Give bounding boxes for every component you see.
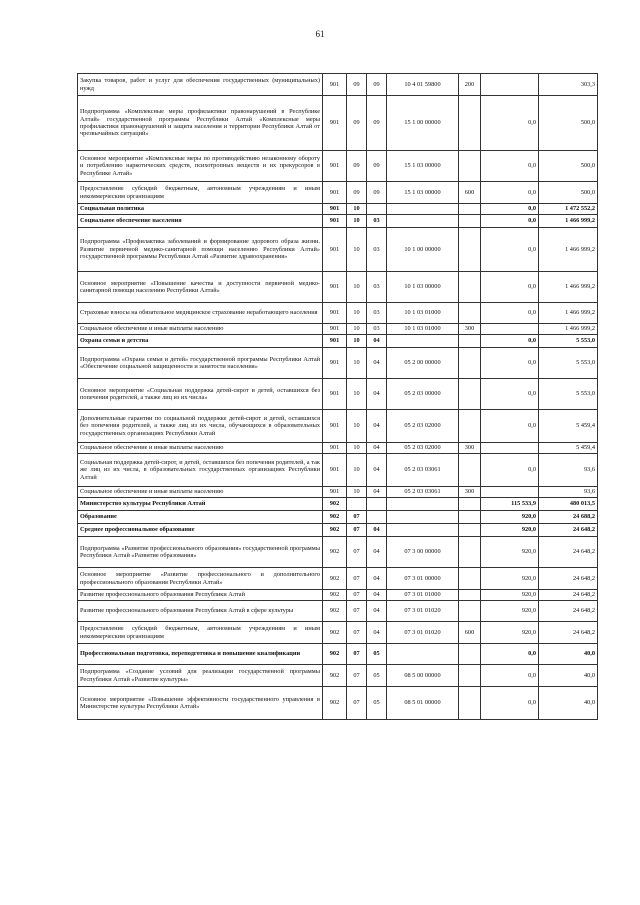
row-target-article-cell	[387, 215, 459, 228]
table-row	[78, 303, 598, 324]
row-amount1-cell: 0,0	[481, 215, 539, 228]
row-ved-cell: 902	[323, 601, 347, 622]
row-section-cell: 10	[347, 215, 367, 228]
row-amount2-cell: 1 466 999,2	[539, 303, 598, 324]
row-target-article-cell	[387, 204, 459, 215]
row-target-article-cell	[387, 498, 459, 511]
row-target-article-cell: 10 1 03 01000	[387, 324, 459, 335]
row-target-article-cell: 05 2 03 03061	[387, 487, 459, 498]
row-amount2-cell: 40,0	[539, 687, 598, 720]
row-expense-type-cell	[459, 524, 481, 537]
row-name-cell: Подпрограмма «Охрана семьи и детей» государственной программы Республики Алтай «Обеспечение социальной защищенности и занятости населения»	[78, 348, 323, 379]
row-section-cell: 07	[347, 687, 367, 720]
row-subsection-cell: 05	[367, 687, 387, 720]
row-ved-cell: 901	[323, 379, 347, 410]
row-amount1-cell: 0,0	[481, 379, 539, 410]
row-expense-type-cell	[459, 537, 481, 568]
row-name-cell: Социальное обеспечение населения	[78, 215, 323, 228]
row-amount2-cell: 40,0	[539, 665, 598, 687]
table-row	[78, 228, 598, 272]
row-target-article-cell	[387, 335, 459, 348]
row-amount2-cell: 1 466 999,2	[539, 228, 598, 272]
row-amount1-cell: 0,0	[481, 303, 539, 324]
row-target-article-cell: 05 2 03 00000	[387, 379, 459, 410]
row-amount1-cell: 0,0	[481, 335, 539, 348]
row-expense-type-cell	[459, 511, 481, 524]
row-amount1-cell: 115 533,9	[481, 498, 539, 511]
row-name-cell: Подпрограмма «Профилактика заболеваний и формирование здорового образа жизни. Развитие первичной медико-санитарной помощи населению Республики Алтай» государственной программы Республики Алтай «Развитие здравоохранения»	[78, 228, 323, 272]
row-target-article-cell: 10 4 01 59800	[387, 74, 459, 96]
row-expense-type-cell	[459, 379, 481, 410]
row-expense-type-cell	[459, 590, 481, 601]
row-amount2-cell: 1 466 999,2	[539, 324, 598, 335]
row-amount2-cell: 5 553,0	[539, 348, 598, 379]
table-row	[78, 537, 598, 568]
row-expense-type-cell	[459, 215, 481, 228]
row-name-cell: Охрана семьи и детства	[78, 335, 323, 348]
table-row	[78, 687, 598, 720]
row-section-cell: 07	[347, 537, 367, 568]
row-ved-cell: 901	[323, 215, 347, 228]
row-target-article-cell	[387, 644, 459, 665]
table-row	[78, 324, 598, 335]
row-amount1-cell: 920,0	[481, 568, 539, 590]
row-subsection-cell: 04	[367, 601, 387, 622]
row-amount2-cell: 93,6	[539, 487, 598, 498]
row-name-cell: Предоставление субсидий бюджетным, автономным учреждениям и иным некоммерческим организациям	[78, 182, 323, 204]
table-row	[78, 151, 598, 182]
row-expense-type-cell	[459, 410, 481, 443]
row-expense-type-cell	[459, 568, 481, 590]
row-target-article-cell: 15 1 03 00000	[387, 151, 459, 182]
table-row	[78, 511, 598, 524]
row-name-cell: Социальное обеспечение и иные выплаты населению	[78, 443, 323, 454]
row-target-article-cell	[387, 524, 459, 537]
row-subsection-cell: 03	[367, 324, 387, 335]
row-target-article-cell: 10 1 00 00000	[387, 228, 459, 272]
row-target-article-cell: 07 3 01 00000	[387, 568, 459, 590]
row-expense-type-cell	[459, 96, 481, 151]
row-target-article-cell: 15 1 00 00000	[387, 96, 459, 151]
row-name-cell: Основное мероприятие «Повышение эффективности государственного управления в Министерстве культуры Республики Алтай»	[78, 687, 323, 720]
row-amount1-cell: 0,0	[481, 151, 539, 182]
row-subsection-cell: 04	[367, 348, 387, 379]
row-subsection-cell: 03	[367, 272, 387, 303]
row-name-cell: Министерство культуры Республики Алтай	[78, 498, 323, 511]
table-row	[78, 601, 598, 622]
row-ved-cell: 901	[323, 182, 347, 204]
row-amount1-cell: 920,0	[481, 511, 539, 524]
row-section-cell: 07	[347, 590, 367, 601]
row-amount2-cell: 24 648,2	[539, 622, 598, 644]
row-expense-type-cell: 300	[459, 443, 481, 454]
row-amount1-cell: 0,0	[481, 687, 539, 720]
row-ved-cell: 901	[323, 272, 347, 303]
row-section-cell: 07	[347, 622, 367, 644]
row-expense-type-cell	[459, 665, 481, 687]
row-expense-type-cell	[459, 303, 481, 324]
row-ved-cell: 902	[323, 665, 347, 687]
row-ved-cell: 901	[323, 410, 347, 443]
table-row	[78, 204, 598, 215]
row-subsection-cell	[367, 498, 387, 511]
row-subsection-cell: 04	[367, 443, 387, 454]
row-subsection-cell: 03	[367, 228, 387, 272]
row-subsection-cell: 04	[367, 454, 387, 487]
row-amount1-cell: 0,0	[481, 228, 539, 272]
row-ved-cell: 901	[323, 454, 347, 487]
row-name-cell: Среднее профессиональное образование	[78, 524, 323, 537]
row-expense-type-cell: 300	[459, 487, 481, 498]
table-row	[78, 215, 598, 228]
row-amount2-cell: 24 648,2	[539, 590, 598, 601]
row-section-cell: 09	[347, 182, 367, 204]
row-name-cell: Социальное обеспечение и иные выплаты населению	[78, 487, 323, 498]
row-amount1-cell: 0,0	[481, 644, 539, 665]
row-expense-type-cell	[459, 335, 481, 348]
row-section-cell: 10	[347, 454, 367, 487]
row-name-cell: Профессиональная подготовка, переподготовка и повышение квалификации	[78, 644, 323, 665]
row-amount2-cell: 1 466 999,2	[539, 215, 598, 228]
table-row	[78, 454, 598, 487]
row-section-cell: 07	[347, 665, 367, 687]
row-target-article-cell: 05 2 00 00000	[387, 348, 459, 379]
row-amount1-cell	[481, 74, 539, 96]
row-amount2-cell: 500,0	[539, 96, 598, 151]
table-row	[78, 665, 598, 687]
row-amount2-cell: 500,0	[539, 151, 598, 182]
row-name-cell: Страховые взносы на обязательное медицинское страхование неработающего населения	[78, 303, 323, 324]
row-expense-type-cell	[459, 348, 481, 379]
row-target-article-cell: 05 2 03 02000	[387, 410, 459, 443]
row-subsection-cell: 04	[367, 590, 387, 601]
row-amount2-cell: 1 466 999,2	[539, 272, 598, 303]
row-name-cell: Подпрограмма «Комплексные меры профилактики правонарушений в Республике Алтай» государственной программы Республики Алтай «Комплексные меры профилактики правонарушений и защита населения и территории Республики Алтай от чрезвычайных ситуаций»	[78, 96, 323, 151]
row-amount1-cell: 0,0	[481, 410, 539, 443]
table-row	[78, 498, 598, 511]
row-name-cell: Предоставление субсидий бюджетным, автономным учреждениям и иным некоммерческим организациям	[78, 622, 323, 644]
table-row	[78, 74, 598, 96]
row-target-article-cell: 07 3 01 01020	[387, 601, 459, 622]
row-target-article-cell: 10 1 03 01000	[387, 303, 459, 324]
row-name-cell: Социальное обеспечение и иные выплаты населению	[78, 324, 323, 335]
row-expense-type-cell	[459, 498, 481, 511]
row-target-article-cell: 08 5 00 00000	[387, 665, 459, 687]
row-subsection-cell: 04	[367, 537, 387, 568]
row-amount1-cell: 920,0	[481, 590, 539, 601]
row-name-cell: Основное мероприятие «Развитие профессионального и дополнительного профессионального образования Республики Алтай»	[78, 568, 323, 590]
row-name-cell: Основное мероприятие «Социальная поддержка детей-сирот и детей, оставшихся без попечения родителей, а также лиц из их числа»	[78, 379, 323, 410]
row-ved-cell: 901	[323, 443, 347, 454]
row-target-article-cell	[387, 511, 459, 524]
row-amount1-cell: 920,0	[481, 601, 539, 622]
row-expense-type-cell	[459, 644, 481, 665]
table-row	[78, 524, 598, 537]
row-section-cell: 07	[347, 644, 367, 665]
table-row	[78, 644, 598, 665]
row-expense-type-cell: 200	[459, 74, 481, 96]
row-amount2-cell: 5 459,4	[539, 443, 598, 454]
row-expense-type-cell	[459, 272, 481, 303]
row-ved-cell: 902	[323, 590, 347, 601]
table-row	[78, 335, 598, 348]
row-ved-cell: 901	[323, 74, 347, 96]
row-section-cell: 10	[347, 272, 367, 303]
row-amount2-cell: 40,0	[539, 644, 598, 665]
row-name-cell: Закупка товаров, работ и услуг для обеспечения государственных (муниципальных) нужд	[78, 74, 323, 96]
row-target-article-cell: 07 3 01 01000	[387, 590, 459, 601]
row-expense-type-cell: 600	[459, 182, 481, 204]
row-target-article-cell: 05 2 03 03061	[387, 454, 459, 487]
row-ved-cell: 902	[323, 524, 347, 537]
table-row	[78, 348, 598, 379]
row-target-article-cell: 15 1 03 00000	[387, 182, 459, 204]
table-row	[78, 182, 598, 204]
row-amount2-cell: 480 013,5	[539, 498, 598, 511]
row-amount2-cell: 24 688,2	[539, 511, 598, 524]
row-ved-cell: 902	[323, 568, 347, 590]
row-subsection-cell: 04	[367, 524, 387, 537]
budget-table	[77, 73, 598, 720]
row-amount2-cell: 1 472 552,2	[539, 204, 598, 215]
row-amount2-cell: 303,3	[539, 74, 598, 96]
row-subsection-cell: 04	[367, 379, 387, 410]
row-amount1-cell	[481, 324, 539, 335]
page-number: 61	[315, 29, 325, 39]
row-section-cell: 10	[347, 348, 367, 379]
row-target-article-cell: 07 3 00 00000	[387, 537, 459, 568]
row-target-article-cell: 10 1 03 00000	[387, 272, 459, 303]
row-amount1-cell: 0,0	[481, 454, 539, 487]
row-target-article-cell: 08 5 01 00000	[387, 687, 459, 720]
row-subsection-cell: 09	[367, 182, 387, 204]
table-row	[78, 443, 598, 454]
row-ved-cell: 901	[323, 204, 347, 215]
row-ved-cell: 902	[323, 622, 347, 644]
row-subsection-cell: 03	[367, 303, 387, 324]
row-amount1-cell: 920,0	[481, 524, 539, 537]
row-ved-cell: 901	[323, 324, 347, 335]
row-ved-cell: 901	[323, 151, 347, 182]
row-ved-cell: 901	[323, 335, 347, 348]
row-name-cell: Подпрограмма «Создание условий для реализации государственной программы Республики Алтай «Развитие культуры»	[78, 665, 323, 687]
row-amount2-cell: 24 648,2	[539, 537, 598, 568]
row-subsection-cell: 09	[367, 96, 387, 151]
row-ved-cell: 902	[323, 511, 347, 524]
row-section-cell: 10	[347, 303, 367, 324]
row-name-cell: Развитие профессионального образования Республики Алтай в сфере культуры	[78, 601, 323, 622]
row-expense-type-cell: 600	[459, 622, 481, 644]
row-name-cell: Основное мероприятие «Повышение качества и доступности первичной медико-санитарной помощи населению Республики Алтай»	[78, 272, 323, 303]
row-section-cell: 10	[347, 487, 367, 498]
row-section-cell: 07	[347, 511, 367, 524]
row-subsection-cell: 03	[367, 215, 387, 228]
row-name-cell: Подпрограмма «Развитие профессионального образования» государственной программы Республики Алтай «Развитие образования»	[78, 537, 323, 568]
table-row	[78, 272, 598, 303]
row-amount1-cell: 0,0	[481, 182, 539, 204]
row-ved-cell: 901	[323, 228, 347, 272]
row-amount1-cell	[481, 487, 539, 498]
row-name-cell: Образование	[78, 511, 323, 524]
table-row	[78, 379, 598, 410]
row-amount2-cell: 5 459,4	[539, 410, 598, 443]
table-row	[78, 487, 598, 498]
row-amount1-cell: 920,0	[481, 622, 539, 644]
row-subsection-cell: 05	[367, 665, 387, 687]
row-expense-type-cell	[459, 204, 481, 215]
row-subsection-cell: 05	[367, 644, 387, 665]
budget-table-body	[78, 74, 598, 720]
row-section-cell: 10	[347, 379, 367, 410]
row-amount1-cell	[481, 443, 539, 454]
row-expense-type-cell	[459, 454, 481, 487]
row-section-cell: 10	[347, 335, 367, 348]
row-amount2-cell: 24 648,2	[539, 568, 598, 590]
row-name-cell: Социальная поддержка детей-сирот, и детей, оставшихся без попечения родителей, а так же лиц из их числа, в образовательных государственных организациях Республики Алтай	[78, 454, 323, 487]
row-section-cell: 09	[347, 151, 367, 182]
row-amount1-cell: 0,0	[481, 272, 539, 303]
row-ved-cell: 902	[323, 687, 347, 720]
row-amount2-cell: 500,0	[539, 182, 598, 204]
row-section-cell: 10	[347, 443, 367, 454]
row-section-cell: 10	[347, 410, 367, 443]
row-ved-cell: 902	[323, 498, 347, 511]
row-ved-cell: 901	[323, 348, 347, 379]
row-amount1-cell: 0,0	[481, 96, 539, 151]
row-amount1-cell: 0,0	[481, 665, 539, 687]
row-subsection-cell	[367, 511, 387, 524]
row-section-cell: 09	[347, 96, 367, 151]
row-section-cell	[347, 498, 367, 511]
row-target-article-cell: 07 3 01 01020	[387, 622, 459, 644]
row-amount2-cell: 24 648,2	[539, 601, 598, 622]
table-row	[78, 96, 598, 151]
row-amount1-cell: 0,0	[481, 204, 539, 215]
row-amount1-cell: 920,0	[481, 537, 539, 568]
row-section-cell: 07	[347, 601, 367, 622]
row-target-article-cell: 05 2 03 02000	[387, 443, 459, 454]
row-name-cell: Основное мероприятие «Комплексные меры по противодействию незаконному обороту и потреблению наркотических средств, психотропных веществ и их прекурсоров в Республике Алтай»	[78, 151, 323, 182]
table-row	[78, 622, 598, 644]
row-amount2-cell: 24 648,2	[539, 524, 598, 537]
row-expense-type-cell	[459, 601, 481, 622]
row-ved-cell: 901	[323, 303, 347, 324]
row-amount2-cell: 93,6	[539, 454, 598, 487]
row-section-cell: 07	[347, 568, 367, 590]
table-row	[78, 410, 598, 443]
row-amount2-cell: 5 553,0	[539, 379, 598, 410]
row-ved-cell: 902	[323, 644, 347, 665]
row-amount2-cell: 5 553,0	[539, 335, 598, 348]
row-subsection-cell: 04	[367, 487, 387, 498]
table-row	[78, 590, 598, 601]
row-expense-type-cell	[459, 151, 481, 182]
row-ved-cell: 902	[323, 537, 347, 568]
row-subsection-cell: 09	[367, 74, 387, 96]
row-expense-type-cell	[459, 228, 481, 272]
row-section-cell: 09	[347, 74, 367, 96]
row-subsection-cell: 04	[367, 410, 387, 443]
row-expense-type-cell	[459, 687, 481, 720]
table-row	[78, 568, 598, 590]
row-ved-cell: 901	[323, 96, 347, 151]
row-section-cell: 07	[347, 524, 367, 537]
row-subsection-cell: 04	[367, 335, 387, 348]
row-section-cell: 10	[347, 324, 367, 335]
row-subsection-cell: 04	[367, 622, 387, 644]
row-subsection-cell: 04	[367, 568, 387, 590]
row-name-cell: Развитие профессионального образования Республики Алтай	[78, 590, 323, 601]
row-name-cell: Социальная политика	[78, 204, 323, 215]
row-expense-type-cell: 300	[459, 324, 481, 335]
row-amount1-cell: 0,0	[481, 348, 539, 379]
row-section-cell: 10	[347, 204, 367, 215]
row-subsection-cell: 09	[367, 151, 387, 182]
row-subsection-cell	[367, 204, 387, 215]
row-section-cell: 10	[347, 228, 367, 272]
row-ved-cell: 901	[323, 487, 347, 498]
row-name-cell: Дополнительные гарантии по социальной поддержке детей-сирот и детей, оставшихся без попечения родителей, а также лиц из их числа, обучающихся в образовательных государственных организациях Республики Алтай	[78, 410, 323, 443]
